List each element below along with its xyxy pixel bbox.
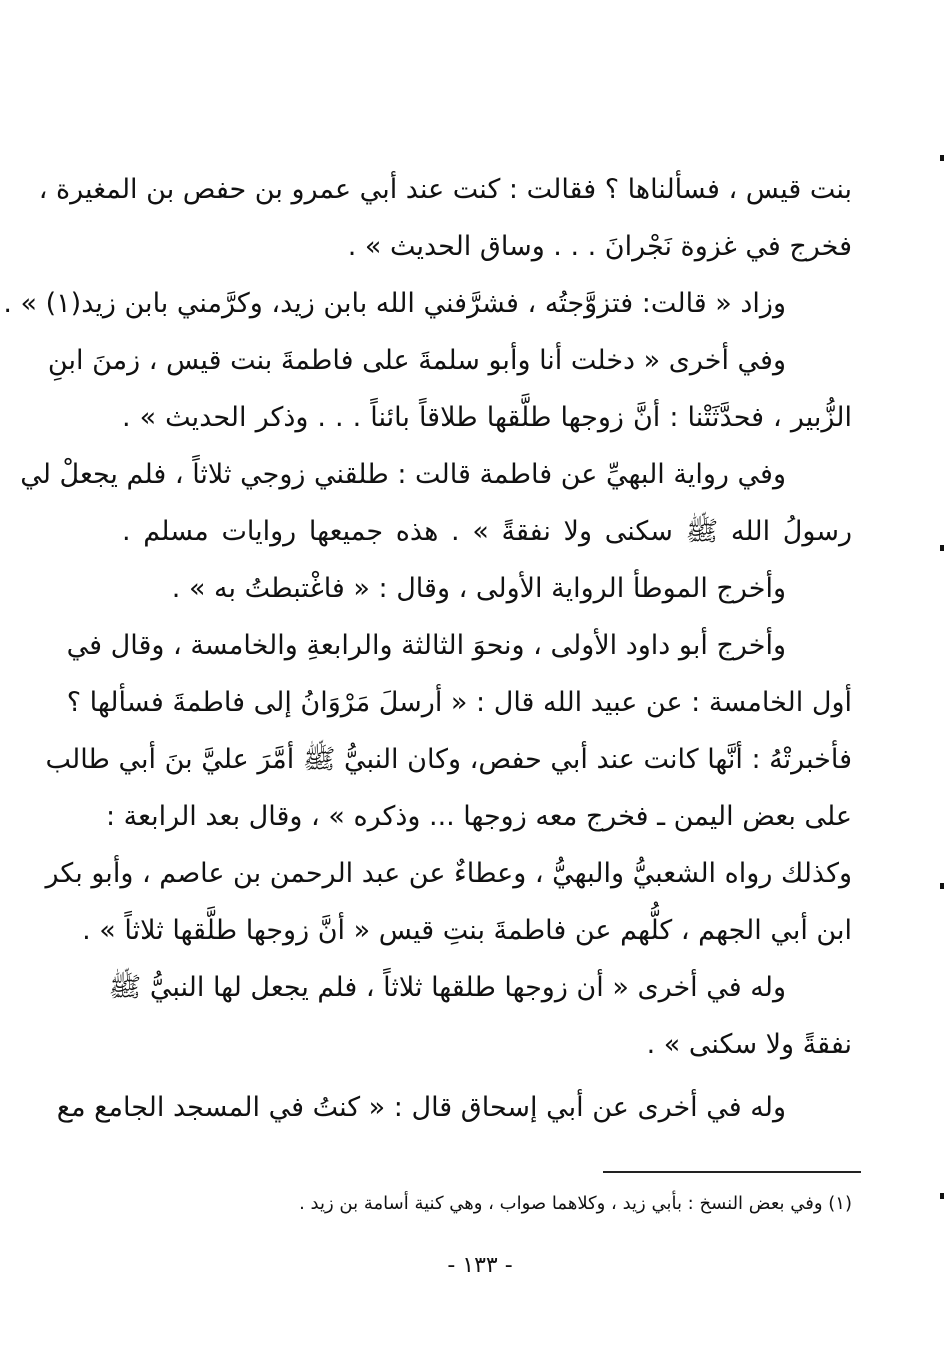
text-line-5: الزُّبير ، فحدَّثَتْنا : أنَّ زوجها طلَّقها طلاقاً بائناً . . . وذكر الحديث » . <box>122 402 852 433</box>
margin-mark <box>940 883 944 889</box>
text-line-10: أول الخامسة : عن عبيد الله قال : « أرسلَ مَرْوَانُ إلى فاطمةَ فسألها ؟ <box>66 687 852 718</box>
text-line-3: وزاد « قالت: فتزوَّجتُه ، فشرَّفني الله بابن زيد، وكرَّمني بابن زيد(١) » . <box>3 288 786 319</box>
text-line-7: رسولُ الله ﷺ سكنى ولا نفقةً » . هذه جميعها روايات مسلم . <box>122 516 852 547</box>
text-line-12: على بعض اليمن ـ فخرج معه زوجها ... وذكره » ، وقال بعد الرابعة : <box>105 801 852 832</box>
margin-mark <box>940 545 944 551</box>
margin-mark <box>940 155 944 161</box>
text-line-4: وفي أخرى « دخلت أنا وأبو سلمةَ على فاطمةَ بنت قيس ، زمنَ ابنِ <box>47 345 786 376</box>
text-line-6: وفي رواية البهيِّ عن فاطمة قالت : طلقني زوجي ثلاثاً ، فلم يجعلْ لي <box>20 459 786 490</box>
margin-mark <box>940 1193 944 1199</box>
footnote-divider <box>603 1171 861 1173</box>
text-line-17: وله في أخرى عن أبي إسحاق قال : « كنتُ في المسجد الجامع مع <box>56 1092 786 1123</box>
text-line-8: وأخرج الموطأ الرواية الأولى ، وقال : « فاغْتبطتُ به » . <box>171 573 786 604</box>
text-line-14: ابن أبي الجهم ، كلُّهم عن فاطمةَ بنتِ قيس « أنَّ زوجها طلَّقها ثلاثاً » . <box>82 915 852 946</box>
footnote: (١) وفي بعض النسخ : بأبي زيد ، وكلاهما صواب ، وهي كنية أسامة بن زيد . <box>299 1193 852 1214</box>
text-line-13: وكذلك رواه الشعبيُّ والبهيُّ ، وعطاءٌ عن عبد الرحمن بن عاصم ، وأبو بكر <box>45 858 852 889</box>
text-line-2: فخرج في غزوة نَجْرانَ . . . وساق الحديث » . <box>347 231 852 262</box>
page-number: - ١٣٣ - <box>447 1253 513 1278</box>
text-line-1: بنت قيس ، فسألناها ؟ فقالت : كنت عند أبي عمرو بن حفص بن المغيرة ، <box>38 174 852 205</box>
text-line-9: وأخرج أبو داود الأولى ، ونحوَ الثالثة والرابعةِ والخامسة ، وقال في <box>66 630 786 661</box>
text-line-15: وله في أخرى « أن زوجها طلقها ثلاثاً ، فلم يجعل لها النبيُّ ﷺ <box>108 972 786 1003</box>
text-line-11: فأخبرتْهُ : أنَّها كانت عند أبي حفص، وكان النبيُّ ﷺ أمَّرَ عليَّ بنَ أبي طالب <box>45 744 852 775</box>
text-line-16: نفقةً ولا سكنى » . <box>646 1029 852 1060</box>
